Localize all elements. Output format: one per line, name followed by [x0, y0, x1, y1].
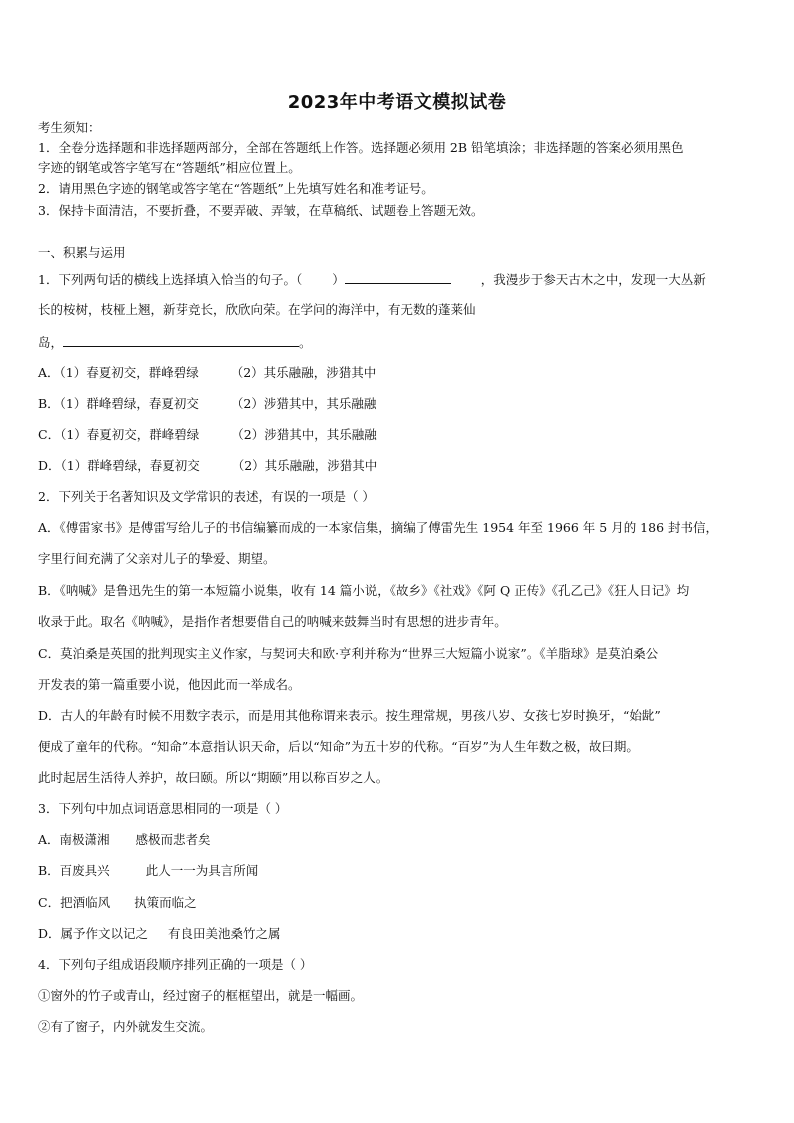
q1-line-3 [38, 334, 758, 351]
q1-line-3-start: 岛， [38, 335, 64, 350]
q2-line-5: C．莫泊桑是英国的批判现实主义作家，与契诃夫和欧·亨利并称为“世界三大短篇小说家”。《羊脂球》是莫泊桑公 [38, 646, 659, 661]
q3-option-a [38, 832, 758, 848]
q3-option-c-part1: C．把酒临风 [38, 895, 111, 910]
q1-option-a-part2: （2）其乐融融，涉猎其中 [230, 365, 377, 380]
q1-option-b [38, 396, 758, 412]
notice-line-4: 3．保持卡面清洁，不要折叠，不要弄破、弄皱，在草稿纸、试题卷上答题无效。 [38, 203, 484, 218]
q2-line-6: 开发表的第一篇重要小说，他因此而一举成名。 [38, 677, 301, 692]
notice-heading: 考生须知： [38, 120, 101, 135]
q3-option-c [38, 895, 758, 911]
q3-option-a-part2: 感极而悲者矣 [135, 832, 211, 847]
q4-line-1: ①窗外的竹子或青山，经过窗子的框框望出，就是一幅画。 [38, 988, 364, 1003]
q2-line-3: B．《呐喊》是鲁迅先生的第一本短篇小说集，收有 14 篇小说，《故乡》《社戏》《阿 Q 正传》《孔乙己》《狂人日记》均 [38, 583, 690, 598]
q2-line-4: 收录于此。取名《呐喊》，是指作者想要借自己的呐喊来鼓舞当时有思想的进步青年。 [38, 614, 507, 629]
q1-stem-paren: ） [332, 272, 345, 287]
q1-option-d-part2: （2）其乐融融，涉猎其中 [231, 458, 378, 473]
q1-line-2: 长的桉树，枝桠上翘，新芽竞长，欣欣向荣。在学问的海洋中，有无数的蓬莱仙 [38, 302, 476, 317]
q1-option-a [38, 365, 758, 381]
q1-option-b-part2: （2）涉猎其中，其乐融融 [230, 396, 377, 411]
q1-option-c-part2: （2）涉猎其中，其乐融融 [231, 427, 377, 442]
q2-line-8: 便成了童年的代称。“知命”本意指认识天命，后以“知命”为五十岁的代称。“百岁”为人生年数之极，故曰期。 [38, 739, 639, 754]
notice-line-1: 1．全卷分选择题和非选择题两部分，全部在答题纸上作答。选择题必须用 2B 铅笔填涂；非选择题的答案必须用黑色 [38, 140, 684, 155]
q2-line-2: 字里行间充满了父亲对儿子的挚爱、期望。 [38, 551, 276, 566]
q1-line-3-end: 。 [299, 335, 312, 350]
q2-line-7: D．古人的年龄有时候不用数字表示，而是用其他称谓来表示。按生理常规，男孩八岁、女孩七岁时换牙，“始龀” [38, 708, 661, 723]
q1-option-c-part1: C．（1）春夏初交，群峰碧绿 [38, 427, 200, 442]
q3-option-c-part2: 执策而临之 [134, 895, 197, 910]
q1-option-d-part1: D．（1）群峰碧绿，春夏初交 [38, 458, 200, 473]
q1-stem-start: 1．下列两句话的横线上选择填入恰当的句子。（ [38, 272, 303, 287]
q3-option-b-part1: B．百废具兴 [38, 863, 110, 878]
q3-option-a-part1: A．南极潇湘 [38, 832, 110, 847]
q1-option-c [38, 427, 758, 443]
q1-blank-2 [63, 334, 299, 347]
q1-stem-end: ，我漫步于参天古木之中，发现一大丛新 [480, 272, 706, 287]
q3-option-d-part1: D．属予作文以记之 [38, 926, 149, 941]
q4-stem: 4．下列句子组成语段顺序排列正确的一项是（ ） [38, 957, 313, 972]
q3-option-d [38, 926, 758, 942]
q1-option-d [38, 458, 758, 474]
q4-line-2: ②有了窗子，内外就发生交流。 [38, 1019, 214, 1034]
q3-stem: 3．下列句中加点词语意思相同的一项是（ ） [38, 801, 288, 816]
q2-line-1: A．《傅雷家书》是傅雷写给儿子的书信编纂而成的一本家信集，摘编了傅雷先生 1954 年至 1966 年 5 月的 186 封书信， [38, 520, 719, 535]
q1-blank-1 [345, 271, 451, 284]
exam-title: 2023年中考语文模拟试卷 [287, 92, 507, 113]
q2-line-9: 此时起居生活待人养护，故曰颐。所以“期颐”用以称百岁之人。 [38, 770, 389, 785]
q3-option-b-part2: 此人一一为具言所闻 [145, 863, 259, 878]
notice-line-2: 字迹的钢笔或答字笔写在“答题纸”相应位置上。 [38, 160, 301, 175]
q2-stem: 2．下列关于名著知识及文学常识的表述，有误的一项是（ ） [38, 489, 375, 504]
notice-line-3: 2．请用黑色字迹的钢笔或答字笔在“答题纸”上先填写姓名和准考证号。 [38, 181, 434, 196]
q1-option-a-part1: A．（1）春夏初交，群峰碧绿 [38, 365, 199, 380]
q1-stem [38, 271, 758, 288]
q3-option-b [38, 863, 758, 879]
q1-option-b-part1: B．（1）群峰碧绿，春夏初交 [38, 396, 199, 411]
q3-option-d-part2: 有良田美池桑竹之属 [168, 926, 281, 941]
section-heading: 一、积累与运用 [38, 245, 126, 260]
